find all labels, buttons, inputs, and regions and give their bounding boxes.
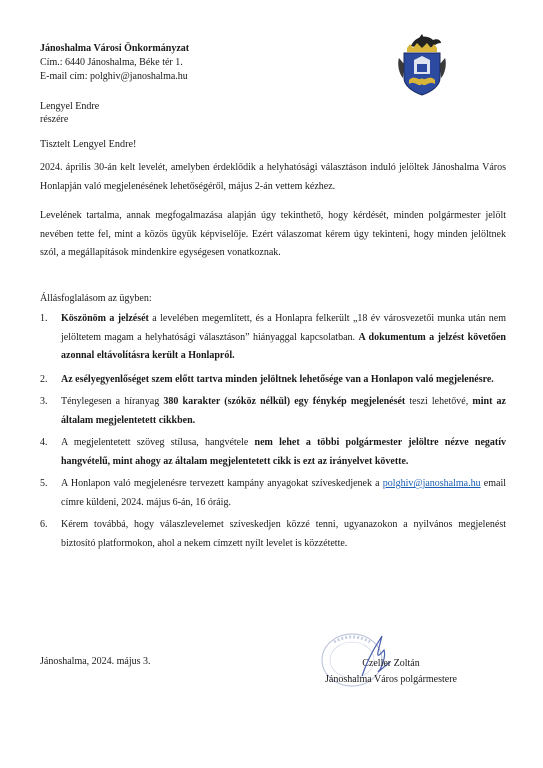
list-item (40, 310, 506, 366)
list-item (40, 516, 506, 553)
list-item-bold-text: A dokumentum a jelzést követően azonnal eltávolításra került a Honlapról. (61, 331, 506, 361)
list-item-number: 2. (40, 373, 48, 385)
list-item-text: A megjelentetett szöveg stílusa, hangvétele (61, 437, 255, 448)
list-item-text: Ténylegesen a híranyag (61, 396, 164, 407)
list-item-text: teszi lehetővé, (405, 396, 473, 407)
list-item-bold-text: nem lehet a többi polgármester jelöltre nézve negatív hangvételű, mint ahogy az általam megjelentetett cikk is ezt az irányelvet követte. (61, 437, 506, 467)
list-item-number: 6. (40, 519, 48, 530)
list-item-number: 3. (40, 396, 48, 407)
paragraph-position-heading: Állásfoglalásom az ügyben: (40, 293, 152, 304)
list-item-text: Kérem továbbá, hogy válaszlevelemet szíveskedjen közzé tenni, ugyanazokon a nyilvános megjelenést biztosító platformokon, ahol a nekem címzett nyílt levelet is közzétette. (61, 519, 506, 549)
list-item (40, 371, 506, 390)
organization-address: Cím.: 6440 Jánoshalma, Béke tér 1. (40, 57, 183, 68)
paragraph-intro: 2024. április 30-án kelt levelét, amelyben érdeklődik a helyhatósági választáson induló jelöltek Jánoshalma Város Honlapján való megjelenésének lehetőségéről, május 2-án vettem kézhez. (40, 162, 506, 192)
list-item-bold-text: Az esélyegyenlőséget szem előtt tartva minden jelöltnek lehetősége van a Honlapon való megjelenésre. (61, 373, 494, 385)
salutation: Tisztelt Lengyel Endre! (40, 139, 137, 150)
email-link[interactable]: polghiv@janoshalma.hu (382, 478, 481, 489)
list-item-number: 5. (40, 478, 48, 489)
signer-name: Czeller Zoltán (362, 658, 420, 669)
list-item-bold-text: Köszönöm a jelzését (61, 313, 149, 324)
list-item (40, 475, 506, 512)
signer-title: Jánoshalma Város polgármestere (325, 674, 457, 685)
letter-date: Jánoshalma, 2024. május 3. (40, 656, 151, 667)
letterhead (40, 42, 189, 84)
list-item (40, 434, 506, 471)
recipient-name: Lengyel Endre (40, 101, 100, 112)
list-item-bold-text: mint az általam megjelentetett cikkben. (61, 396, 506, 426)
list-item-number: 4. (40, 437, 48, 448)
list-item-bold-text: 380 karakter (szóköz nélkül) egy fénykép megjelenését (163, 396, 406, 407)
organization-name: Jánoshalma Városi Önkormányzat (40, 43, 190, 54)
list-item-number: 1. (40, 313, 48, 324)
position-list (40, 310, 506, 553)
list-item (40, 393, 506, 430)
signature-block (301, 656, 481, 688)
organization-email: E-mail cím: polghiv@janoshalma.hu (40, 71, 188, 82)
recipient-block (40, 100, 99, 126)
recipient-note: részére (40, 114, 69, 125)
list-item-text: email címre küldeni, 2024. május 6-án, 16 óráig. (61, 478, 506, 508)
list-item-text: A Honlapon való megjelenésre tervezett kampány anyagokat szíveskedjenek a (61, 478, 383, 489)
coat-of-arms-icon (397, 34, 447, 96)
list-item-text: a levelében megemlített, és a Honlapra felkerült „18 év városvezetői munka után nem jelöltetem magam a helyhatósági választáson” hiányaggal kapcsolatban. (61, 313, 506, 343)
paragraph-context: Levelének tartalma, annak megfogalmazása alapján úgy tekinthető, hogy kérdését, minden polgármester jelölt nevében tette fel, mint a közös ügyük képviselője. Ezért válaszomat kérem úgy tekinteni, hogy minden jelöltnek szól, a megállapítások mindenkire egységesen vonatkoznak. (40, 210, 506, 258)
